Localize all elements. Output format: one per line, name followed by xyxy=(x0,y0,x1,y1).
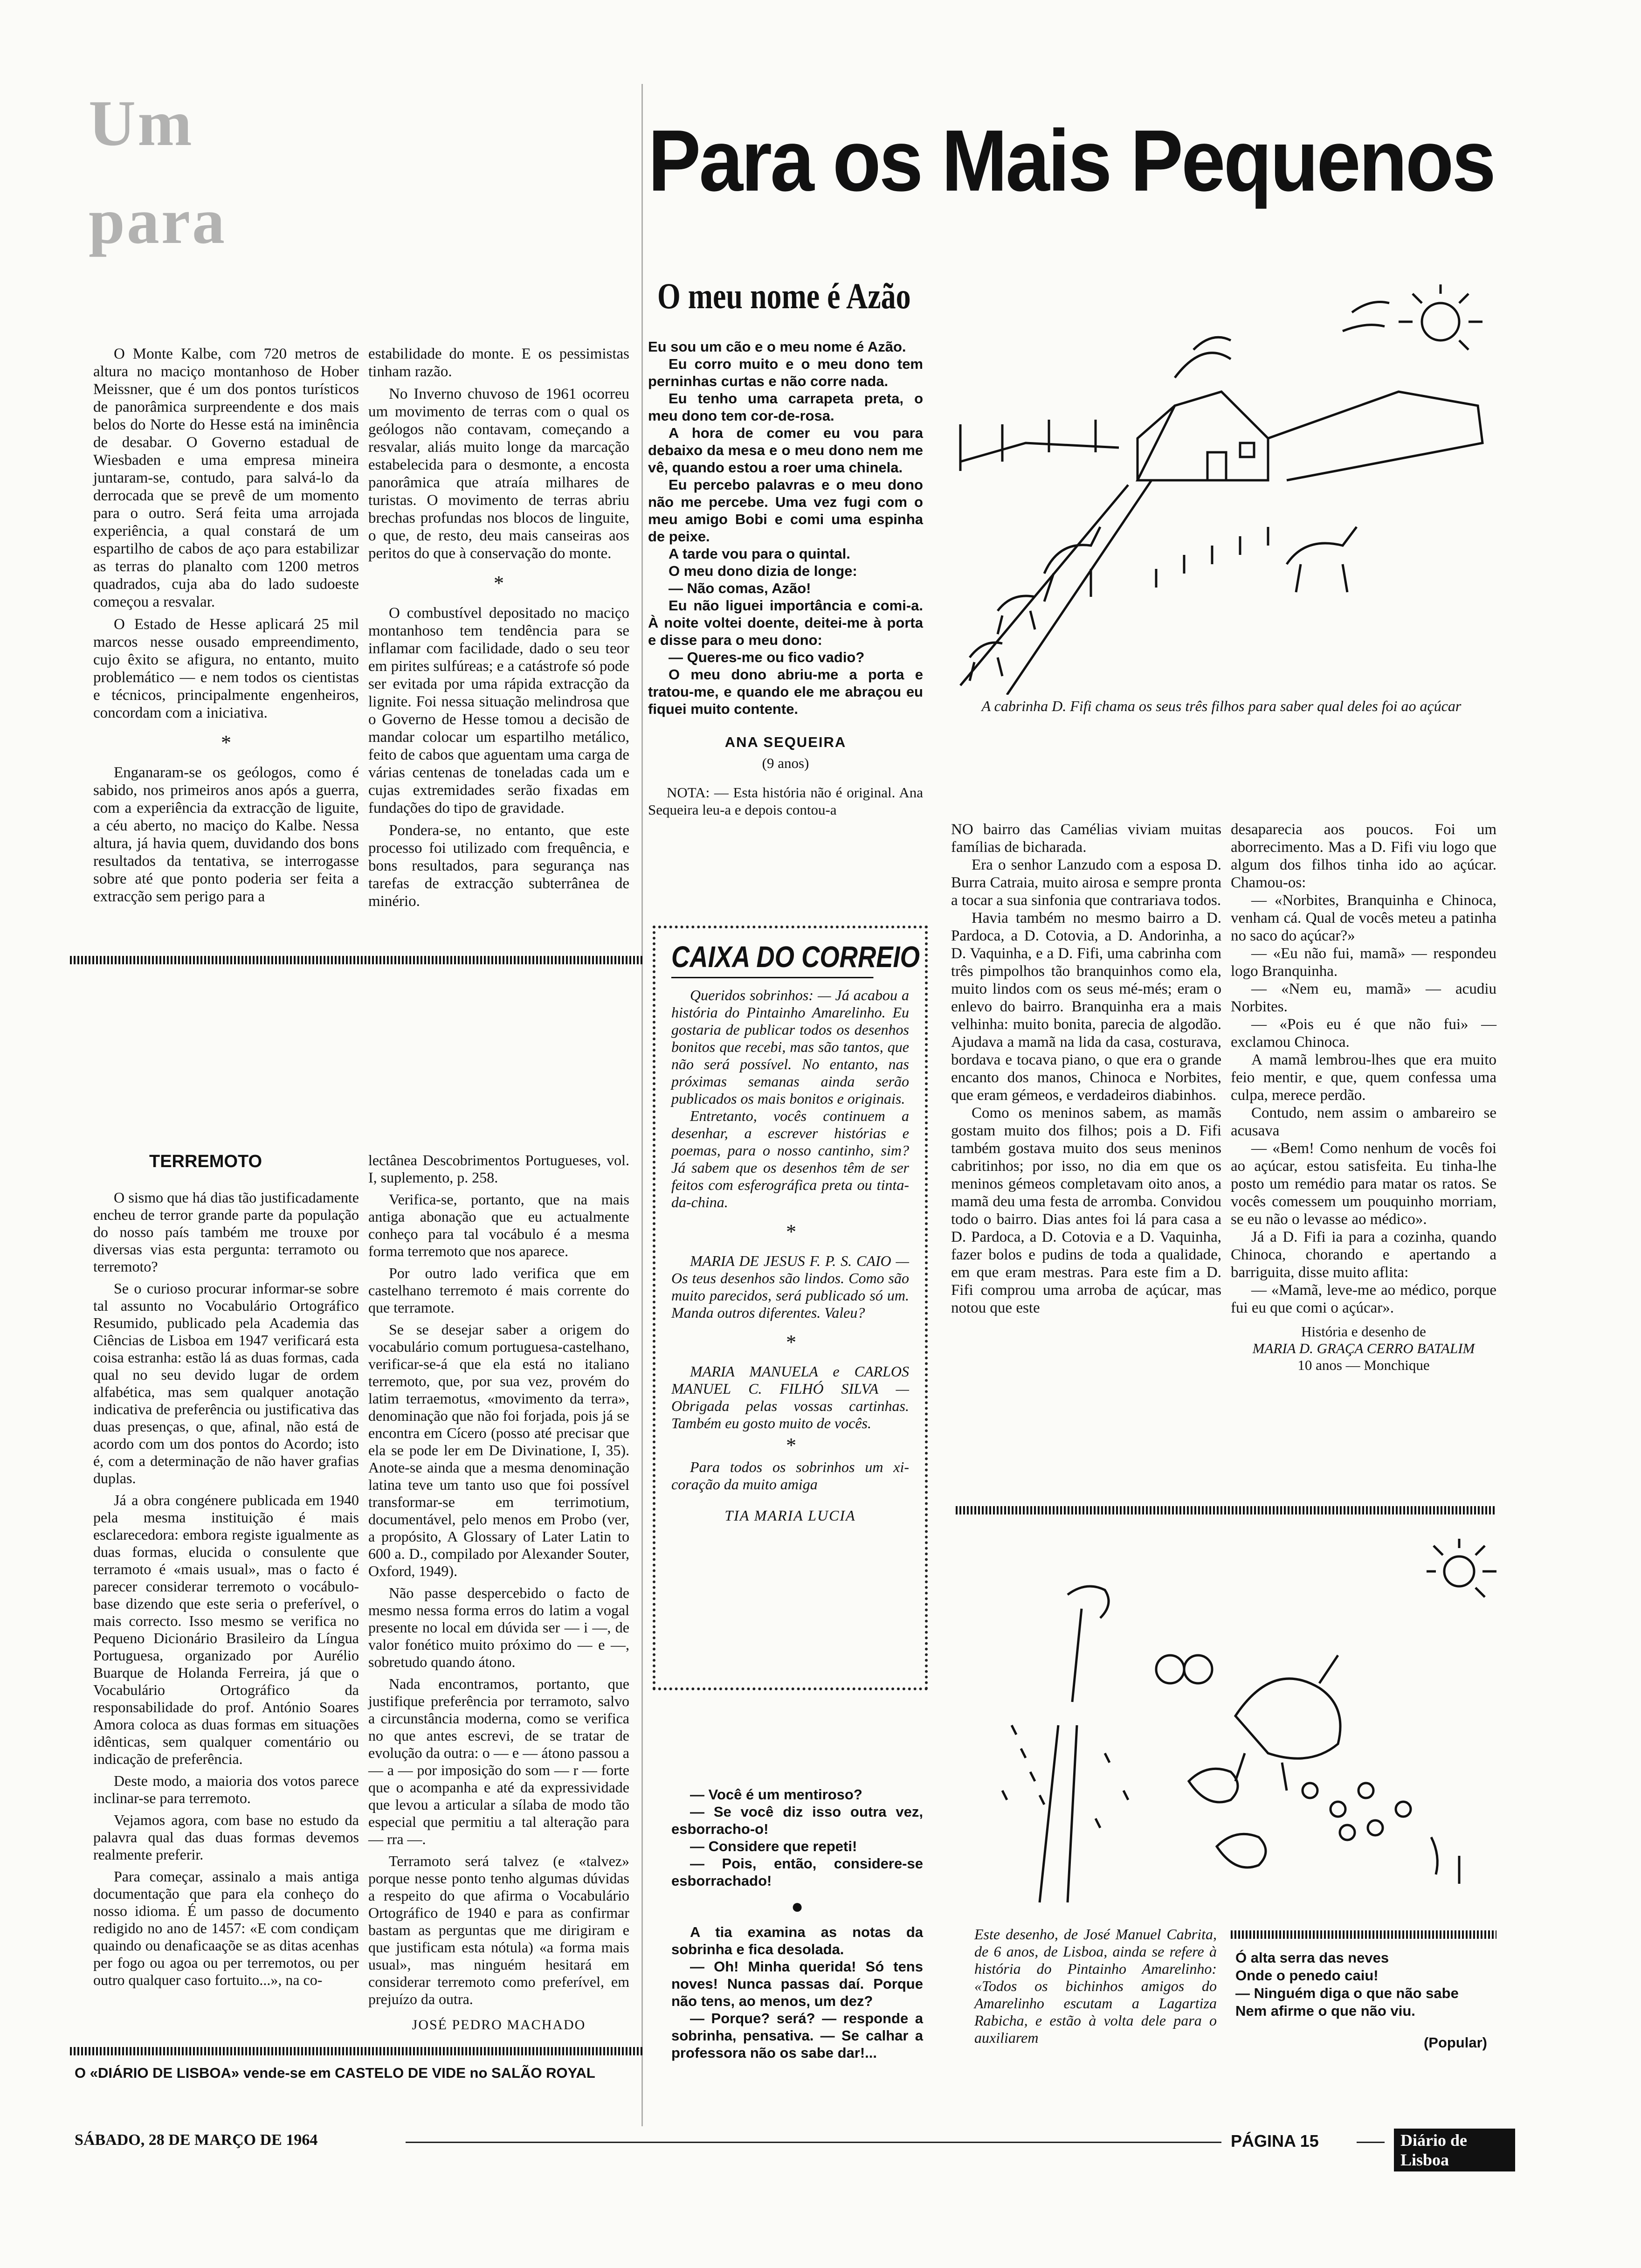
footer-line xyxy=(1357,2142,1385,2143)
terremoto-title: TERREMOTO xyxy=(149,1152,262,1171)
terremoto-col2 xyxy=(368,1152,629,2033)
star-separator: * xyxy=(494,572,504,595)
bullet-separator: ● xyxy=(791,1895,804,1918)
caixa-paragraph: MARIA DE JESUS F. P. S. CAIO — Os teus desenhos são lindos. Como são muito parecidos, será publicado só um. Manda outros diferentes. Valeu? xyxy=(671,1252,909,1321)
divider-rule xyxy=(956,1506,1496,1514)
azao-paragraph: A hora de comer eu vou para debaixo da mesa e o meu dono nem me vê, quando estou a roer uma chinela. xyxy=(648,425,923,476)
azao-author: ANA SEQUEIRA xyxy=(724,734,847,750)
azao-paragraph: O meu dono abriu-me a porta e tratou-me, e quando ele me abraçou eu fiquei muito contente. xyxy=(648,666,923,717)
joke-line: — Considere que repeti! xyxy=(690,1838,857,1854)
terremoto-paragraph: Para começar, assinalo a mais antiga documentação que para ela conheço do nosso idioma. É um passo de documento redigido no ano de 1457: «E com condiçam quaindo ou denaficaaçõe se as ditas acenhas per fogo ou agoa ou per terremotos, ou per outro qualquer caso fortuito...», na co- xyxy=(93,1868,359,1988)
poem-line: Nem afirme o que não viu. xyxy=(1235,2003,1415,2019)
azao-title: O meu nome é Azão xyxy=(657,276,911,316)
monte-col1 xyxy=(93,345,359,910)
fifi-credit-line: MARIA D. GRAÇA CERRO BATALIM xyxy=(1252,1340,1475,1356)
azao-paragraph: Eu sou um cão e o meu nome é Azão. xyxy=(648,339,906,355)
fifi-paragraph: Como os meninos sabem, as mamãs gostam muito dos filhos; pois a D. Fifi também gostava muito dos seus meninos cabritinhos; por isso, no dia em que os meninos gémeos completavam oito anos, a mamã deu uma festa de arromba. Convidou todo o bairro. Dias antes foi lá para casa a D. Pardoca, a D. Cotovia e a D. Vaquinha, fazer bolos e pudins de toda a qualidade, em que eram mestras. Para este fim a D. Fifi comprou uma arroba de açúcar, mas notou que este xyxy=(951,1105,1221,1316)
azao-paragraph: A tarde vou para o quintal. xyxy=(669,546,850,562)
column-divider xyxy=(641,84,643,2126)
monte-paragraph: estabilidade do monte. E os pessimistas tinham razão. xyxy=(368,346,629,380)
terremoto-paragraph: Se o curioso procurar informar-se sobre tal assunto no Vocabulário Ortográfico Resumido, publicado pela Academia das Ciências de Lisboa em 1947 verificará esta coisa estranha: estão lá as duas formas, cada qual no seu devido lugar de ordem alfabética, mas sem qualquer anotação indicativa de preferência ou justificativa das duas presenças, o que, afinal, não está de acordo com um dos pontos do Acordo; isto é, com a determinação de não haver grafias duplas. xyxy=(93,1280,359,1487)
azao-paragraph: O meu dono dizia de longe: xyxy=(669,563,857,579)
divider-rule xyxy=(70,956,643,964)
section-title: Para os Mais Pequenos xyxy=(648,112,1495,210)
azao-paragraph: Eu tenho uma carrapeta preta, o meu dono tem cor-de-rosa. xyxy=(648,390,923,424)
caixa-sign: TIA MARIA LUCIA xyxy=(724,1507,856,1524)
fifi-paragraph: Era o senhor Lanzudo com a esposa D. Burra Catraia, muito airosa e sempre pronta a tocar a sua sinfonia que contrariava todos. xyxy=(951,857,1221,909)
poem-line: Onde o penedo caiu! xyxy=(1235,1967,1379,1984)
azao-paragraph: — Queres-me ou fico vadio? xyxy=(669,649,865,665)
monte-paragraph: O combustível depositado no maciço montanhoso tem tendência para se inflamar com facilidade, dado o seu teor em pirites sulfúreas; e a catástrofe só pode ser evitada por uma rápida extracção da lignite. Foi nessa situação melindrosa que o Governo de Hesse tomou a decisão de mandar colocar um espartilho metálico, feito de cabos que aguentam uma carga de várias centenas de toneladas cada um e cujas extremidades serão fixadas em fundações do tipo de gravidade. xyxy=(368,605,629,816)
terremoto-paragraph: Não passe despercebido o facto de mesmo nessa forma erros do latim a vogal presente no local em dúvida ser — i —, de valor fonético muito próximo do — e —, sobretudo quando átono. xyxy=(368,1584,629,1670)
azao-paragraph: Eu percebo palavras e o meu dono não me percebe. Uma vez fugi com o meu amigo Bobi e comi uma espinha de peixe. xyxy=(648,477,923,545)
terremoto-paragraph: Já a obra congénere publicada em 1940 pela mesma instituição é mais esclarecedora: embora registe igualmente as duas formas, elucida o consulente que terramoto é «mais usual», mas o facto é parecer considerar terremoto o vocábulo-base dizendo que este seria o preferível, o mais correcto. Isso mesmo se verifica no Pequeno Dicionário Brasileiro da Língua Portuguesa, organizado por Aurélio Buarque de Holanda Ferreira, já que o Vocabulário Ortográfico da responsabilidade do prof. António Soares Amora coloca as duas formas em situações idênticas, sem qualquer comentário ou indicação de preferência. xyxy=(93,1492,359,1767)
joke-line: — Você é um mentiroso? xyxy=(690,1786,862,1803)
fifi-col1 xyxy=(951,821,1221,1317)
drawing2-caption: Este desenho, de José Manuel Cabrita, de 6 anos, de Lisboa, ainda se refere à história do Pintainho Amarelinho: «Todos os bichinhos amigos do Amarelinho escutam a Lagartiza Rabicha, e estão à volta dele para o auxiliarem xyxy=(974,1926,1217,2046)
azao-paragraph: Eu corro muito e o meu dono tem perninhas curtas e não corre nada. xyxy=(648,356,923,389)
caixa-paragraph: MARIA MANUELA e CARLOS MANUEL C. FILHÓ SILVA — Obrigada pelas vossas cartinhas. Também eu gosto muito de vocês. xyxy=(671,1363,909,1431)
poem-line: — Ninguém diga o que não sabe xyxy=(1235,1985,1459,2001)
fifi-paragraph: — «Pois eu é que não fui» — exclamou Chinoca. xyxy=(1231,1016,1496,1051)
monte-paragraph: O Monte Kalbe, com 720 metros de altura no maciço montanhoso de Hober Meissner, que é um dos pontos turísticos de panorâmica surpreendente e dos mais belos do Norte do Hesse está na iminência de desabar. O Governo estadual de Wiesbaden e uma empresa mineira juntaram-se, contudo, para salvá-lo da derrocada que se prevê de um momento para o outro. Será feita uma arrojada experiência, a qual constará de um espartilho de cabos de aço para estabilizar as terras do planalto com 1200 metros quadrados, cuja aba do lado sudoeste começou a resvalar. xyxy=(93,346,359,610)
caixa-do-correio-box xyxy=(653,926,928,1690)
azao-body xyxy=(648,338,923,818)
fifi-paragraph: — «Norbites, Branquinha e Chinoca, venham cá. Qual de vocês meteu a patinha no saco do açúcar?» xyxy=(1231,892,1496,944)
distribution-notice: O «DIÁRIO DE LISBOA» vende-se em CASTELO DE VIDE no SALÃO ROYAL xyxy=(75,2065,595,2081)
poem-source: (Popular) xyxy=(1423,2034,1487,2051)
terremoto-paragraph: Terramoto será talvez (e «talvez» porque nesse ponto tenho algumas dúvidas a respeito do que afirma o Vocabulário Ortográfico de 1940 e para as confirmar bastam as perguntas que me dirigiram e que justificam esta nótula) «a forma mais usual», mas ninguém hesitará em considerar terremoto como preferível, em prejuízo da outra. xyxy=(368,1853,629,2007)
terremoto-paragraph: Se se desejar saber a origem do vocabulário comum portuguesa-castelhano, verificar-se-á que ela está no italiano terremoto, que, por sua vez, provém do latim terraemotus, «movimento da terra», denominação que não foi forjada, pois já se encontra em Cícero (posso até precisar que ela se pode ler em De Divinatione, I, 35). Anote-se ainda que a mesma denominação latina teve um tanto uso que foi possível transformar-se em terrimotium, documentável, pelo menos em Probo (ver, a propósito, A Glossary of Later Latin to 600 a. D., compilado por Alexander Souter, Oxford, 1949). xyxy=(368,1321,629,1579)
fifi-credit-line: 10 anos — Monchique xyxy=(1297,1357,1430,1373)
fifi-credit-line: História e desenho de xyxy=(1301,1323,1426,1340)
monte-paragraph: No Inverno chuvoso de 1961 ocorreu um movimento de terras com o qual os geólogos não contavam, começando a resvalar, aliás muito longe da marcação estabelecida para o desmonte, a encosta panorâmica que atraía milhares de turistas. O movimento de terras abriu brechas profundas nos blocos de linguite, o que, de resto, deu mais canseiras aos peritos do que à conservação do monte. xyxy=(368,386,629,562)
terremoto-col1 xyxy=(93,1189,359,1993)
fifi-paragraph: — «Bem! Como nenhum de vocês foi ao açúcar, estou satisfeita. Eu tinha-lhe posto um remédio para matar os ratos. Se vocês comessem um pouquinho morriam, se eu não o levasse ao médico». xyxy=(1231,1140,1496,1228)
azao-age: (9 anos) xyxy=(762,755,809,771)
joke-line: — Se você diz isso outra vez, esborracho-o! xyxy=(671,1804,923,1837)
footer-line xyxy=(406,2142,1221,2143)
monte-paragraph: Enganaram-se os geólogos, como é sabido, nos primeiros anos após a guerra, com a experiência da extracção de liguite, a céu aberto, no maciço do Kalbe. Nessa altura, já havia quem, duvidando dos bons resultados da tentativa, se interrogasse sobre até que ponto poderia ser feita a extracção sem perigo para a xyxy=(93,764,359,905)
fifi-paragraph: Contudo, nem assim o ambareiro se acusava xyxy=(1231,1105,1496,1139)
terremoto-paragraph: Nada encontramos, portanto, que justifique preferência por terramoto, salvo a circunstância moderna, como se verifica no que antes escrevi, de se tratar de evolução da outra: o — e — átono passou a — a — por imposição do som — r — forte que o acompanha e até da expressividade que levou a articular a sílaba de modo tão especial que permitiu a tal alteração para — rra —. xyxy=(368,1675,629,1847)
left-headline-line2: para xyxy=(89,185,227,257)
drawing1-caption: A cabrinha D. Fifi chama os seus três filhos para saber qual deles foi ao açúcar xyxy=(981,698,1462,714)
footer xyxy=(70,2129,1515,2169)
joke-line: — Porque? será? — responde a sobrinha, pensativa. — Se calhar a professora não os sabe dar!... xyxy=(671,2010,923,2061)
poem-line: Ó alta serra das neves xyxy=(1235,1950,1389,1966)
caixa-paragraph: Queridos sobrinhos: — Já acabou a história do Pintainho Amarelinho. Eu gostaria de publicar todos os desenhos bonitos que recebi, mas são tantos, que não será possível. No entanto, nas próximas semanas ainda serão publicados os mais bonitos e originais. xyxy=(671,987,909,1107)
star-separator: * xyxy=(785,1220,795,1243)
azao-paragraph: — Não comas, Azão! xyxy=(669,580,811,596)
animals-drawing xyxy=(956,1529,1506,1912)
terremoto-author: JOSÉ PEDRO MACHADO xyxy=(412,2017,586,2033)
fifi-paragraph: — «Eu não fui, mamã» — respondeu logo Branquinha. xyxy=(1231,945,1496,980)
fifi-paragraph: — «Mamã, leve-me ao médico, porque fui eu que comi o açúcar». xyxy=(1231,1282,1496,1316)
fifi-paragraph: NO bairro das Camélias viviam muitas famílias de bicharada. xyxy=(951,821,1221,856)
joke-line: A tia examina as notas da sobrinha e fica desolada. xyxy=(671,1924,923,1957)
caixa-title: CAIXA DO CORREIO xyxy=(671,940,874,978)
fifi-col2 xyxy=(1231,821,1496,1374)
joke1 xyxy=(671,1786,923,2061)
divider-rule xyxy=(1231,1930,1496,1939)
joke-line: — Oh! Minha querida! Só tens noves! Nunca passas daí. Porque não tens, ao menos, um dez? xyxy=(671,1958,923,2009)
fifi-paragraph: Havia também no mesmo bairro a D. Pardoca, a D. Cotovia, a D. Andorinha, a D. Vaquinha, e a D. Fifi, uma cabrinha com três pimpolhos tão branquinhos como ela, muito lindos com os seus mé-més; eram o enlevo do bairro. Branquinha era a mais velhinha: muito bonita, parecia de algodão. Ajudava a mamã na lida da casa, costurava, bordava e tocava piano, o que era o grande encanto dos manos, Chinoca e Norbites, que eram gémeos, e verdadeiros diabinhos. xyxy=(951,910,1221,1104)
terremoto-paragraph: Por outro lado verifica que em castelhano terremoto é mais corrente do que terramote. xyxy=(368,1265,629,1316)
divider-rule xyxy=(70,2047,643,2055)
footer-page: PÁGINA 15 xyxy=(1231,2131,1319,2150)
footer-date: SÁBADO, 28 DE MARÇO DE 1964 xyxy=(75,2131,318,2149)
terremoto-paragraph: O sismo que há dias tão justificadamente encheu de terror grande parte da população do nosso país também me trouxe por diversas vias esta pergunta: terramoto ou terremoto? xyxy=(93,1189,359,1275)
star-separator: * xyxy=(785,1331,795,1354)
footer-logo: Diário de Lisboa xyxy=(1394,2129,1515,2171)
star-separator: * xyxy=(785,1434,795,1457)
monte-paragraph: Pondera-se, no entanto, que este processo foi utilizado com frequência, e bons resultados, para segurança nas tarefas de extracção subterrânea de minério. xyxy=(368,822,629,910)
poem xyxy=(1235,1949,1496,2052)
star-separator: * xyxy=(221,731,231,754)
azao-note: NOTA: — Esta história não é original. Ana Sequeira leu-a e depois contou-a xyxy=(648,784,923,818)
joke-line: — Pois, então, considere-se esborrachado! xyxy=(671,1855,923,1889)
terremoto-paragraph: Vejamos agora, com base no estudo da palavra qual das duas formas devemos realmente preferir. xyxy=(93,1812,359,1863)
monte-col2 xyxy=(368,345,629,915)
monte-paragraph: O Estado de Hesse aplicará 25 mil marcos nesse ousado empreendimento, cujo êxito se afigura, no entanto, muito problemático — e nem todos os cientistas e técnicos, principalmente engenheiros, concordam com a iniciativa. xyxy=(93,616,359,721)
goats-drawing xyxy=(932,284,1501,695)
fifi-paragraph: — «Nem eu, mamã» — acudiu Norbites. xyxy=(1231,981,1496,1015)
terremoto-paragraph: Verifica-se, portanto, que na mais antiga abonação que eu actualmente conheço para tal vocábulo é a mesma forma terremoto que nos aparece. xyxy=(368,1191,629,1259)
left-headline xyxy=(89,89,625,275)
caixa-paragraph: Entretanto, vocês continuem a desenhar, a escrever histórias e poemas, para o nosso cantinho, sim? Já sabem que os desenhos têm de ser feitos com esferográfica preta ou tinta-da-china. xyxy=(671,1107,909,1210)
terremoto-paragraph: lectânea Descobrimentos Portugueses, vol. I, suplemento, p. 258. xyxy=(368,1152,629,1186)
caixa-paragraph: Para todos os sobrinhos um xi-coração da muito amiga xyxy=(671,1459,909,1493)
terremoto-paragraph: Deste modo, a maioria dos votos parece inclinar-se para terremoto. xyxy=(93,1772,359,1806)
azao-paragraph: Eu não liguei importância e comi-a. À noite voltei doente, deitei-me à porta e disse para o meu dono: xyxy=(648,597,923,648)
fifi-paragraph: Já a D. Fifi ia para a cozinha, quando Chinoca, chorando e apertando a barriguita, disse muito aflita: xyxy=(1231,1229,1496,1281)
fifi-credit xyxy=(1231,1323,1496,1374)
fifi-paragraph: desaparecia aos poucos. Foi um aborrecimento. Mas a D. Fifi viu logo que algum dos filhos tinha ido ao açúcar. Chamou-os: xyxy=(1231,821,1496,891)
left-headline-line1: Um xyxy=(89,87,194,159)
fifi-paragraph: A mamã lembrou-lhes que era muito feio mentir, e que, quem confessa uma culpa, merece perdão. xyxy=(1231,1051,1496,1104)
